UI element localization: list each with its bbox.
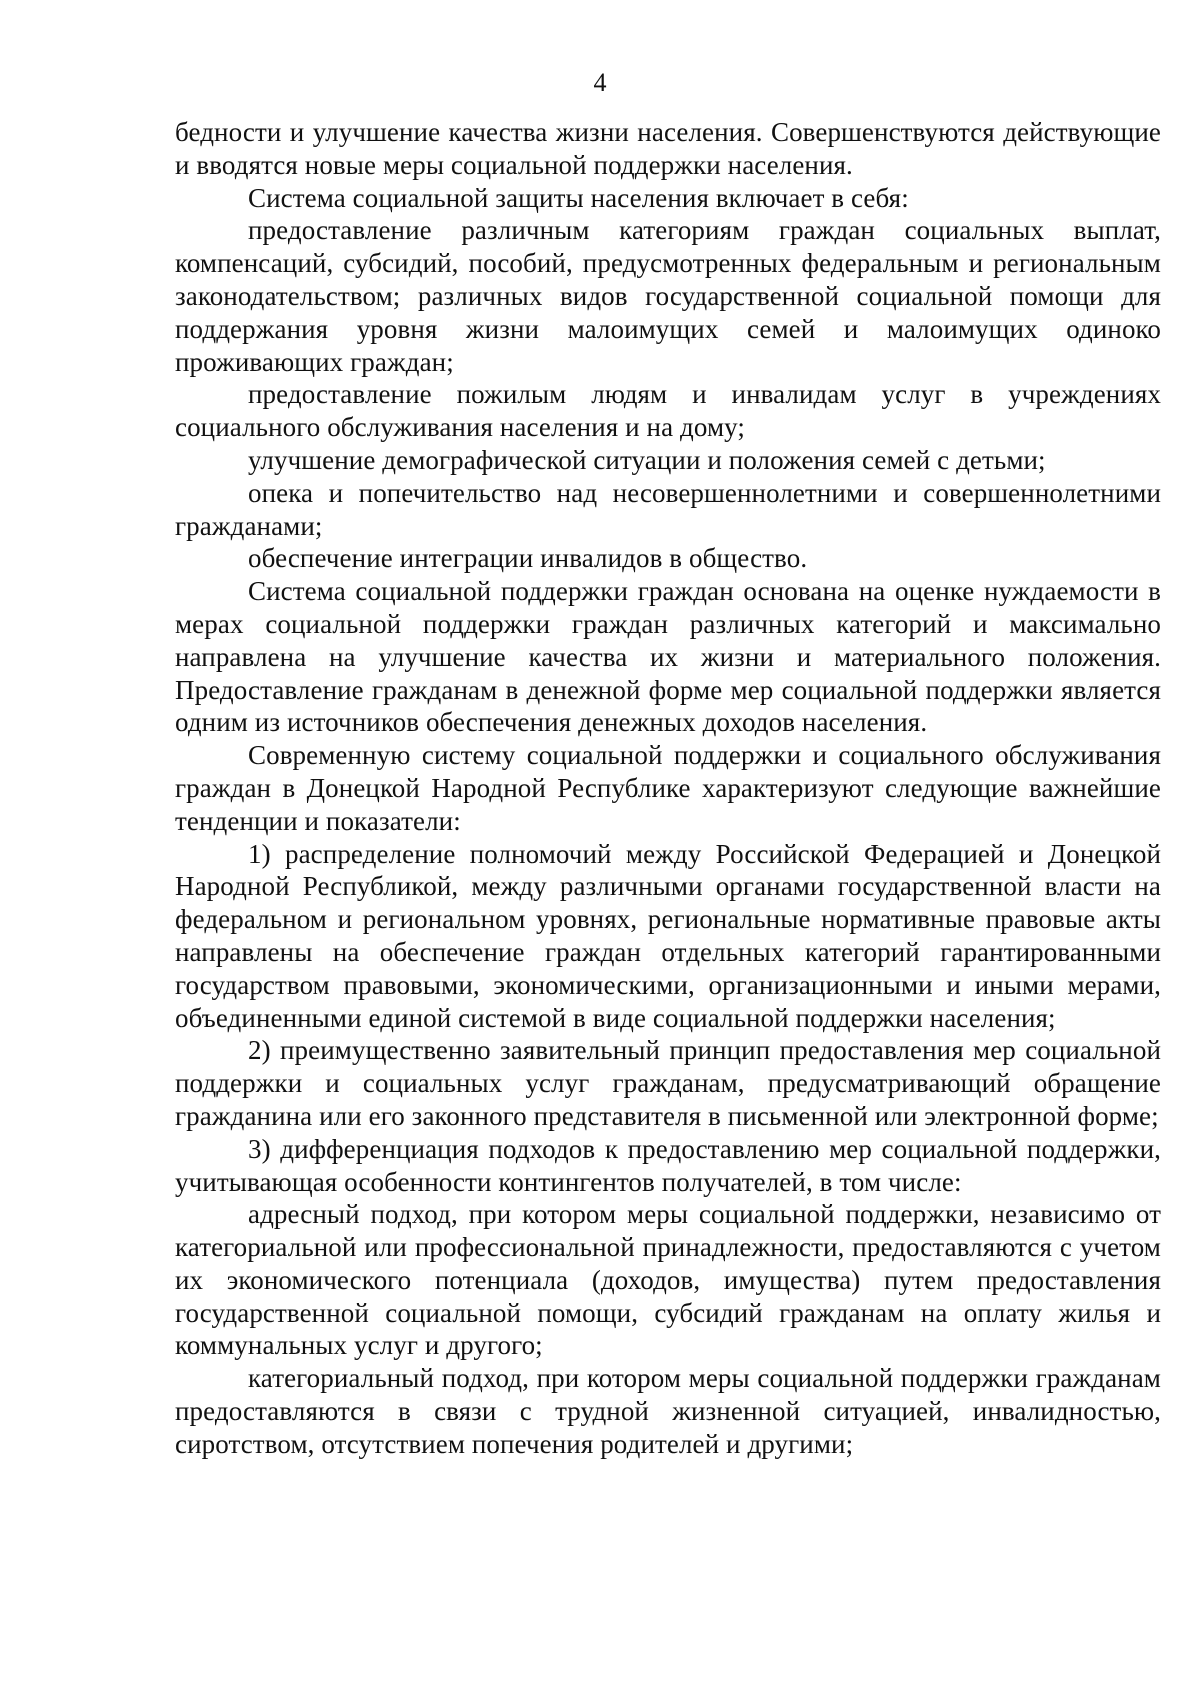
paragraph: 3) дифференциация подходов к предоставлению мер социальной поддержки, учитывающая особенности контингентов получателей, в том числе: [175, 1133, 1161, 1197]
paragraph: опека и попечительство над несовершеннолетними и совершеннолетними гражданами; [175, 477, 1161, 541]
paragraph: Система социальной защиты населения включает в себя: [248, 182, 909, 213]
page-number: 4 [593, 68, 607, 97]
paragraph: категориальный подход, при котором меры социальной поддержки гражданам предоставляются в связи с трудной жизненной ситуацией, инвалидностью, сиротством, отсутствием попечения родителей и другими; [175, 1363, 1161, 1459]
paragraph: обеспечение интеграции инвалидов в общество. [248, 543, 808, 574]
document-body [175, 116, 1161, 1461]
paragraph: бедности и улучшение качества жизни населения. Совершенствуются действующие и вводятся новые меры социальной поддержки населения. [175, 117, 1161, 180]
paragraph: Система социальной поддержки граждан основана на оценке нуждаемости в мерах социальной поддержки граждан различных категорий и максимально направлена на улучшение качества их жизни и материального положения. Предоставление гражданам в денежной форме мер социальной поддержки является одним из источников обеспечения денежных доходов населения. [175, 576, 1161, 738]
paragraph: предоставление пожилым людям и инвалидам услуг в учреждениях социального обслуживания населения и на дому; [175, 379, 1161, 443]
paragraph: улучшение демографической ситуации и положения семей с детьми; [248, 444, 1046, 475]
paragraph: предоставление различным категориям граждан социальных выплат, компенсаций, субсидий, пособий, предусмотренных федеральным и региональным законодательством; различных видов государственной социальной помощи для поддержания уровня жизни малоимущих семей и малоимущих одиноко проживающих граждан; [175, 215, 1161, 377]
paragraph: 1) распределение полномочий между Российской Федерацией и Донецкой Народной Республикой, между различными органами государственной власти на федеральном и региональном уровнях, региональные нормативные правовые акты направлены на обеспечение граждан отдельных категорий гарантированными государством правовыми, экономическими, организационными и иными мерами, объединенными единой системой в виде социальной поддержки населения; [175, 838, 1161, 1033]
paragraph: Современную систему социальной поддержки и социального обслуживания граждан в Донецкой Народной Республике характеризуют следующие важнейшие тенденции и показатели: [175, 740, 1161, 836]
paragraph: адресный подход, при котором меры социальной поддержки, независимо от категориальной или профессиональной принадлежности, предоставляются с учетом их экономического потенциала (доходов, имущества) путем предоставления государственной социальной помощи, субсидий гражданам на оплату жилья и коммунальных услуг и другого; [175, 1199, 1161, 1361]
paragraph: 2) преимущественно заявительный принцип предоставления мер социальной поддержки и социальных услуг гражданам, предусматривающий обращение гражданина или его законного представителя в письменной или электронной форме; [175, 1035, 1161, 1131]
